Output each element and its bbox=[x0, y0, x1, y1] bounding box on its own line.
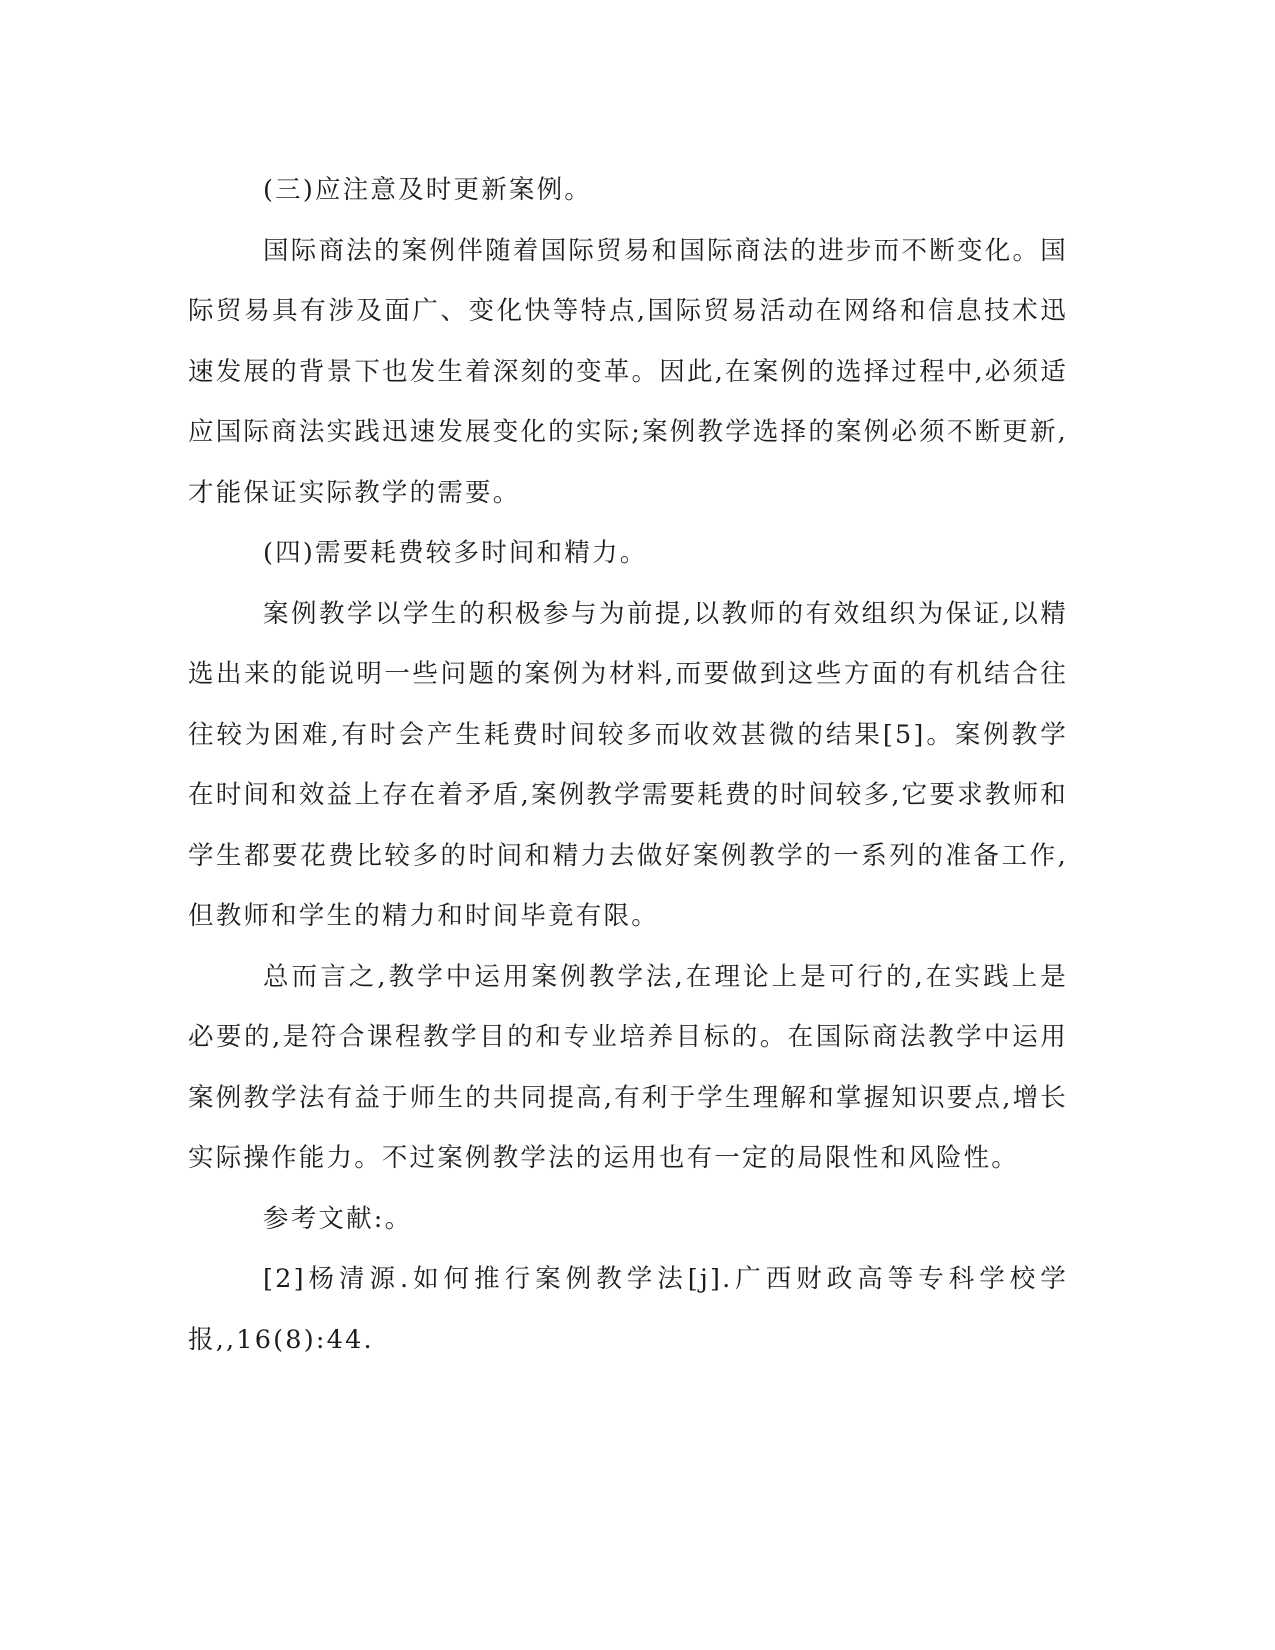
document-body bbox=[188, 160, 1068, 1370]
body-paragraph: 案例教学以学生的积极参与为前提,以教师的有效组织为保证,以精选出来的能说明一些问题的案例为材料,而要做到这些方面的有机结合往往较为困难,有时会产生耗费时间较多而收效甚微的结果[5]。案例教学在时间和效益上存在着矛盾,案例教学需要耗费的时间较多,它要求教师和学生都要花费比较多的时间和精力去做好案例教学的一系列的准备工作,但教师和学生的精力和时间毕竟有限。 bbox=[188, 598, 1068, 931]
conclusion-paragraph: 总而言之,教学中运用案例教学法,在理论上是可行的,在实践上是必要的,是符合课程教学目的和专业培养目标的。在国际商法教学中运用案例教学法有益于师生的共同提高,有利于学生理解和掌握知识要点,增长实际操作能力。不过案例教学法的运用也有一定的局限性和风险性。 bbox=[188, 961, 1068, 1173]
section-heading-3: (三)应注意及时更新案例。 bbox=[263, 175, 592, 205]
body-paragraph: 国际商法的案例伴随着国际贸易和国际商法的进步而不断变化。国际贸易具有涉及面广、变化快等特点,国际贸易活动在网络和信息技术迅速发展的背景下也发生着深刻的变革。因此,在案例的选择过程中,必须适应国际商法实践迅速发展变化的实际;案例教学选择的案例必须不断更新,才能保证实际教学的需要。 bbox=[188, 235, 1068, 508]
reference-entry: [2]杨清源.如何推行案例教学法[j].广西财政高等专科学校学报,,16(8):44. bbox=[188, 1264, 1068, 1355]
references-heading: 参考文献:。 bbox=[263, 1203, 413, 1234]
section-heading-4: (四)需要耗费较多时间和精力。 bbox=[263, 538, 648, 568]
